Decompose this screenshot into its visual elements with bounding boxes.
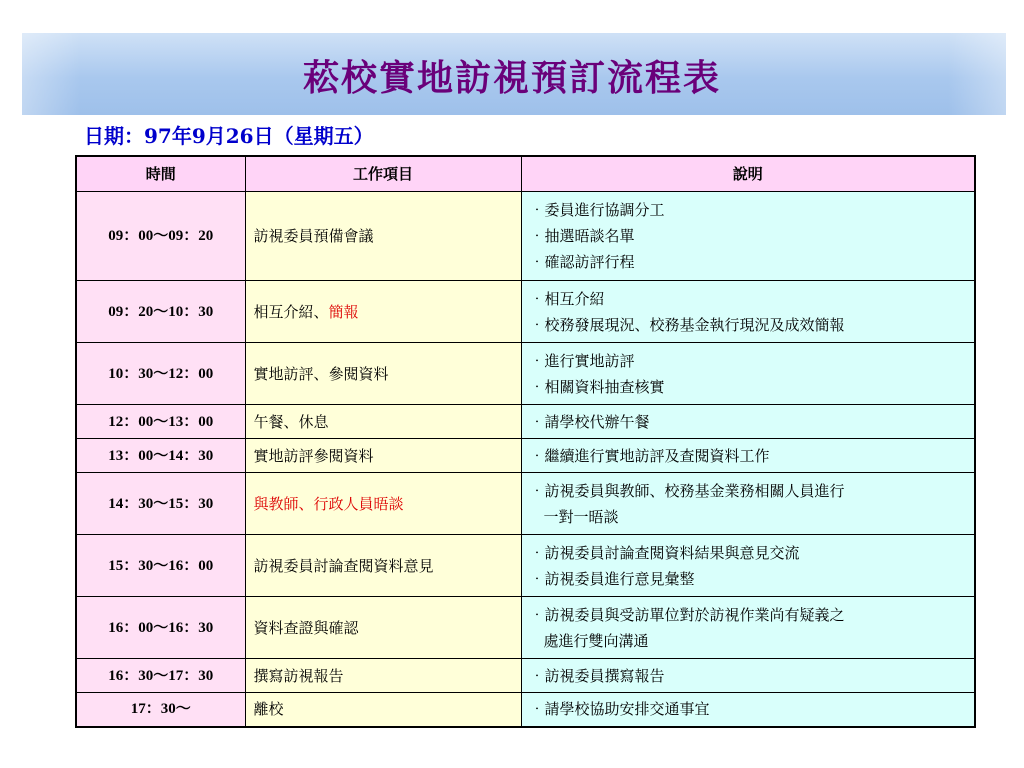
desc-cell bbox=[521, 192, 975, 281]
date-label: 日期：97年9月26日（星期五） bbox=[84, 124, 374, 148]
table-row bbox=[76, 659, 975, 693]
table-row bbox=[76, 535, 975, 597]
item-cell bbox=[245, 192, 521, 281]
time-cell: 14：30～15：30 bbox=[76, 473, 245, 535]
header-desc: 說明 bbox=[521, 156, 975, 192]
desc-line: ‧確認訪評行程 bbox=[529, 253, 635, 271]
item-text: 離校 bbox=[253, 700, 284, 719]
desc-line: 處進行雙向溝通 bbox=[543, 631, 649, 650]
time-cell: 16：00～16：30 bbox=[76, 597, 245, 659]
header-time: 時間 bbox=[76, 156, 245, 192]
item-text: 實地訪評、參閱資料 bbox=[253, 364, 389, 383]
item-cell bbox=[245, 343, 521, 405]
desc-line: ‧進行實地訪評 bbox=[529, 351, 635, 370]
desc-cell bbox=[521, 343, 975, 405]
item-text: 相互介紹、 bbox=[253, 302, 329, 321]
time-cell: 15：30～16：00 bbox=[76, 535, 245, 597]
time-cell: 16：30～17：30 bbox=[76, 659, 245, 693]
desc-cell bbox=[521, 473, 975, 535]
desc-cell bbox=[521, 693, 975, 727]
desc-cell bbox=[521, 535, 975, 597]
item-text: 撰寫訪視報告 bbox=[253, 666, 344, 685]
desc-cell bbox=[521, 405, 975, 439]
header-item: 工作項目 bbox=[245, 156, 521, 192]
time-cell: 17：30～ bbox=[76, 693, 245, 727]
time-cell: 09：00～09：20 bbox=[76, 192, 245, 281]
item-cell bbox=[245, 597, 521, 659]
item-cell bbox=[245, 473, 521, 535]
desc-line: ‧訪視委員與受訪單位對於訪視作業尚有疑義之 bbox=[529, 605, 845, 624]
desc-cell bbox=[521, 439, 975, 473]
item-highlight: 與教師、行政人員晤談 bbox=[253, 494, 404, 513]
page-title: 菘校實地訪視預訂流程表 bbox=[302, 57, 721, 99]
desc-line: ‧繼續進行實地訪評及查閱資料工作 bbox=[529, 446, 770, 465]
time-cell: 09：20～10：30 bbox=[76, 281, 245, 343]
time-cell: 13：00～14：30 bbox=[76, 439, 245, 473]
item-text: 午餐、休息 bbox=[253, 412, 329, 431]
table-row bbox=[76, 405, 975, 439]
desc-line: ‧訪視委員與教師、校務基金業務相關人員進行 bbox=[529, 481, 845, 500]
table-row bbox=[76, 281, 975, 343]
desc-line: ‧訪視委員進行意見彙整 bbox=[529, 569, 695, 588]
table-row bbox=[76, 439, 975, 473]
desc-line: ‧相互介紹 bbox=[529, 289, 605, 308]
item-cell bbox=[245, 405, 521, 439]
item-cell bbox=[245, 439, 521, 473]
header-row bbox=[76, 156, 975, 192]
item-text: 實地訪評參閱資料 bbox=[253, 446, 374, 465]
time-cell: 10：30～12：00 bbox=[76, 343, 245, 405]
item-cell bbox=[245, 693, 521, 727]
item-cell bbox=[245, 281, 521, 343]
item-text: 資料查證與確認 bbox=[253, 618, 359, 637]
desc-line: 一對一晤談 bbox=[543, 507, 619, 526]
desc-cell bbox=[521, 281, 975, 343]
item-text: 訪視委員預備會議 bbox=[253, 227, 374, 245]
desc-line: ‧訪視委員撰寫報告 bbox=[529, 666, 665, 685]
desc-line: ‧委員進行協調分工 bbox=[529, 201, 665, 219]
item-cell bbox=[245, 659, 521, 693]
table-row bbox=[76, 192, 975, 281]
desc-line: ‧請學校協助安排交通事宜 bbox=[529, 700, 710, 719]
desc-line: ‧校務發展現況、校務基金執行現況及成效簡報 bbox=[529, 315, 845, 334]
desc-line: ‧相關資料抽查核實 bbox=[529, 377, 665, 396]
item-text: 訪視委員討論查閱資料意見 bbox=[253, 556, 434, 575]
table-row bbox=[76, 343, 975, 405]
item-cell bbox=[245, 535, 521, 597]
table-row bbox=[76, 693, 975, 727]
desc-line: ‧訪視委員討論查閱資料結果與意見交流 bbox=[529, 543, 800, 562]
schedule-table bbox=[75, 155, 976, 728]
item-highlight: 簡報 bbox=[328, 302, 359, 321]
desc-cell bbox=[521, 597, 975, 659]
table-row bbox=[76, 473, 975, 535]
time-cell: 12：00～13：00 bbox=[76, 405, 245, 439]
desc-line: ‧請學校代辦午餐 bbox=[529, 412, 650, 431]
desc-line: ‧抽選晤談名單 bbox=[529, 227, 635, 245]
desc-cell bbox=[521, 659, 975, 693]
table-row bbox=[76, 597, 975, 659]
